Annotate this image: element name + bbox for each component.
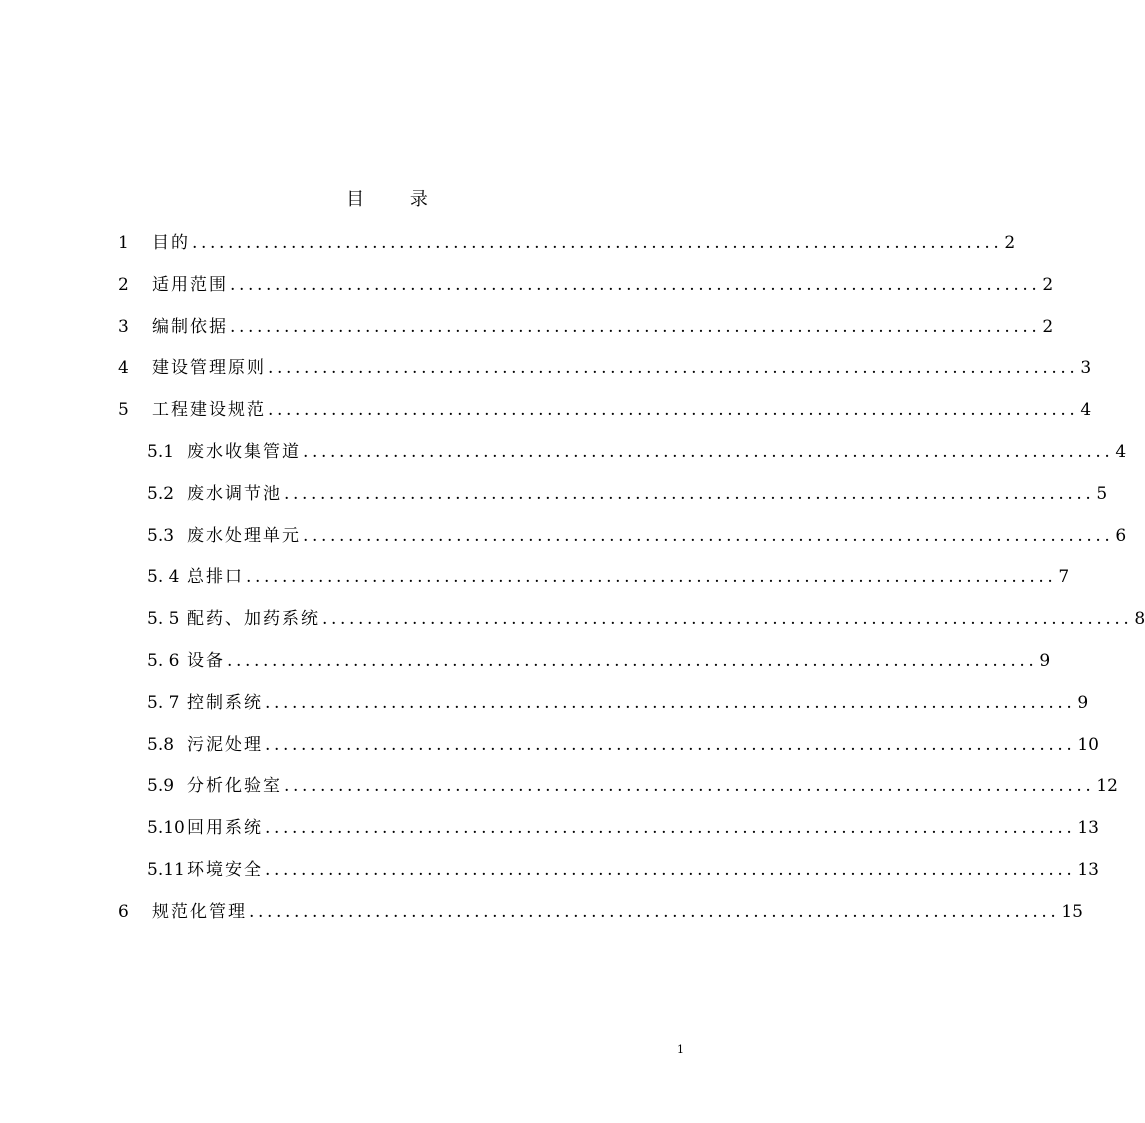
- toc-entry-number: 1: [118, 233, 129, 253]
- page-number: 1: [677, 1043, 684, 1056]
- toc-entry-number: 5. 7: [147, 692, 180, 713]
- toc-leader-dots: ..........................................................................................: [322, 609, 1133, 630]
- toc-entry-page: 6: [1115, 525, 1127, 546]
- toc-subentry[interactable]: [118, 857, 1099, 899]
- toc-leader-dots: ..........................................................................................: [265, 859, 1076, 880]
- toc-entry[interactable]: [118, 314, 1054, 356]
- toc-entry-page: 10: [1077, 734, 1099, 755]
- toc-entry-page: 8: [1134, 609, 1145, 630]
- toc-entry-number: 5. 5: [147, 609, 180, 630]
- toc-entry-title: 分析化验室: [187, 776, 282, 797]
- toc-entry-number: 2: [118, 274, 129, 295]
- toc-subentry[interactable]: [118, 690, 1089, 732]
- toc-entry-number: 5.3: [147, 525, 175, 546]
- toc-leader-dots: ..........................................................................................: [284, 776, 1095, 797]
- toc-entry-title: 总排口: [187, 567, 244, 588]
- toc-subentry[interactable]: [118, 439, 1127, 481]
- toc-entry[interactable]: [118, 397, 1092, 439]
- toc-entry-title: 规范化管理: [152, 901, 247, 922]
- toc-entry-page: 3: [1080, 358, 1092, 379]
- toc-leader-dots: ..........................................................................................: [230, 274, 1041, 295]
- toc-leader-dots: ..........................................................................................: [249, 901, 1060, 922]
- toc-entry-page: 2: [1004, 233, 1016, 253]
- toc-entry-page: 9: [1039, 650, 1051, 671]
- toc-entry-page: 4: [1080, 400, 1092, 421]
- toc-entry-page: 2: [1042, 316, 1054, 337]
- toc-entry-page: 13: [1077, 859, 1099, 880]
- toc-entry-title: 污泥处理: [187, 734, 263, 755]
- toc-leader-dots: ..........................................................................................: [303, 441, 1114, 462]
- toc-leader-dots: ..........................................................................................: [284, 483, 1095, 504]
- toc-subentry[interactable]: [118, 815, 1099, 857]
- table-of-contents: [118, 230, 1145, 941]
- toc-entry-number: 5.1: [147, 441, 175, 462]
- toc-entry-number: 5. 6: [147, 650, 180, 671]
- toc-entry-number: 5.10: [147, 818, 185, 839]
- toc-leader-dots: ..........................................................................................: [265, 734, 1076, 755]
- toc-entry-title: 控制系统: [187, 692, 263, 713]
- toc-leader-dots: ..........................................................................................: [246, 567, 1057, 588]
- toc-entry-title: 废水调节池: [187, 483, 282, 504]
- toc-leader-dots: ..........................................................................................: [303, 525, 1114, 546]
- toc-entry-title: 适用范围: [152, 274, 228, 295]
- toc-leader-dots: ..........................................................................................: [268, 400, 1079, 421]
- toc-entry-number: 5.8: [147, 734, 175, 755]
- toc-leader-dots: ..........................................................................................: [265, 818, 1076, 839]
- toc-subentry[interactable]: [118, 648, 1051, 690]
- toc-entry-number: 3: [118, 316, 129, 337]
- toc-entry-title: 编制依据: [152, 316, 228, 337]
- toc-entry-number: 6: [118, 901, 129, 922]
- toc-leader-dots: ..........................................................................................: [227, 650, 1038, 671]
- toc-entry[interactable]: [118, 899, 1083, 941]
- toc-entry-title: 环境安全: [187, 859, 263, 880]
- toc-entry[interactable]: [118, 230, 1016, 272]
- toc-entry-page: 5: [1096, 483, 1108, 504]
- toc-entry-number: 5.9: [147, 776, 175, 797]
- toc-leader-dots: ..........................................................................................: [192, 233, 1003, 253]
- toc-leader-dots: ..........................................................................................: [230, 316, 1041, 337]
- toc-subentry[interactable]: [118, 773, 1118, 815]
- toc-entry-number: 5.11: [147, 859, 185, 880]
- toc-entry-title: 回用系统: [187, 818, 263, 839]
- toc-entry-title: 建设管理原则: [152, 358, 266, 379]
- toc-leader-dots: ..........................................................................................: [265, 692, 1076, 713]
- toc-entry-page: 13: [1077, 818, 1099, 839]
- toc-entry-number: 5. 4: [147, 567, 180, 588]
- toc-subentry[interactable]: [118, 564, 1070, 606]
- toc-subentry[interactable]: [118, 481, 1108, 523]
- toc-entry-title: 废水收集管道: [187, 441, 301, 462]
- toc-entry-number: 4: [118, 358, 129, 379]
- toc-subentry[interactable]: [118, 732, 1099, 774]
- toc-entry-title: 目的: [152, 233, 190, 253]
- toc-entry[interactable]: [118, 355, 1092, 397]
- toc-entry-page: 2: [1042, 274, 1054, 295]
- toc-entry[interactable]: [118, 272, 1054, 314]
- toc-leader-dots: ..........................................................................................: [268, 358, 1079, 379]
- toc-entry-page: 15: [1061, 901, 1083, 922]
- toc-entry-page: 4: [1115, 441, 1127, 462]
- toc-entry-number: 5.2: [147, 483, 175, 504]
- toc-subentry[interactable]: [118, 606, 1145, 648]
- toc-entry-number: 5: [118, 400, 129, 421]
- toc-subentry[interactable]: [118, 523, 1127, 565]
- toc-entry-title: 废水处理单元: [187, 525, 301, 546]
- toc-entry-title: 工程建设规范: [152, 400, 266, 421]
- toc-entry-page: 9: [1077, 692, 1089, 713]
- toc-entry-title: 设备: [187, 650, 225, 671]
- toc-entry-title: 配药、加药系统: [187, 609, 320, 630]
- toc-entry-page: 7: [1058, 567, 1070, 588]
- toc-title: 目 录: [346, 189, 448, 210]
- toc-entry-page: 12: [1096, 776, 1118, 797]
